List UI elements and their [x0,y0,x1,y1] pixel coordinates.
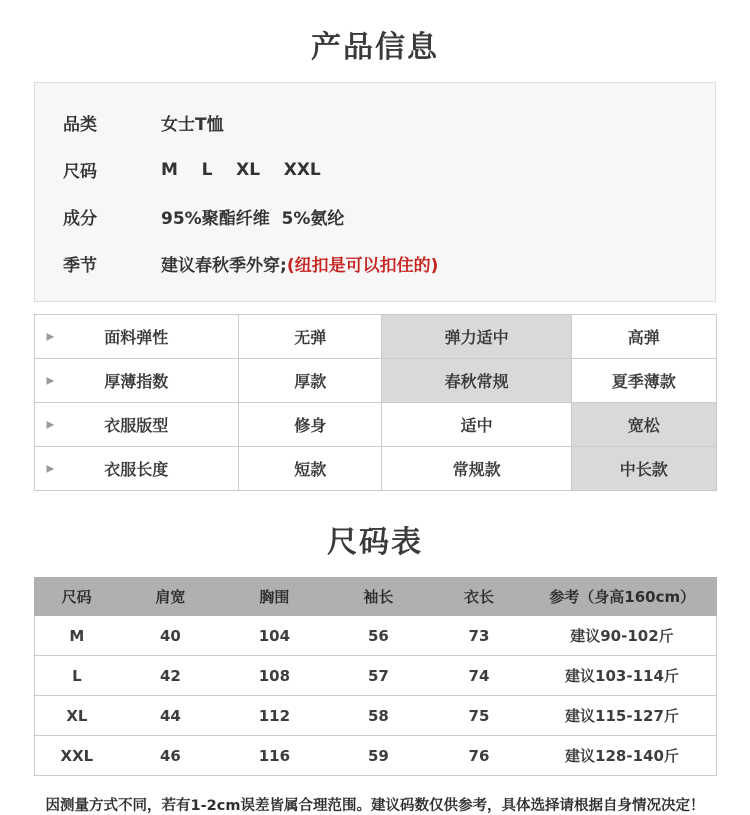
size-cell: 40 [119,616,221,656]
size-cell: 59 [327,736,429,776]
category-label: 品类 [63,115,97,135]
attr-option-selected: 中长款 [571,447,716,491]
product-info-box [34,82,716,302]
attr-row-thickness [34,359,716,403]
attr-option: 无弹 [239,315,382,359]
size-cell: XL [34,696,119,736]
season-value-note: (纽扣是可以扣住的) [286,256,439,276]
attr-name-thickness: ▶ 厚薄指数 [34,359,239,403]
size-cell: 74 [430,656,529,696]
info-row-season [63,240,715,287]
attr-row-length [34,447,716,491]
size-header-reference: 参考（身高160cm） [528,578,716,616]
attr-option: 厚款 [239,359,382,403]
size-table [34,577,717,776]
attr-option-selected: 宽松 [571,403,716,447]
size-cell: 73 [430,616,529,656]
attr-name-elasticity: ▶ 面料弹性 [34,315,239,359]
attr-name-length: ▶ 衣服长度 [34,447,239,491]
size-header-shoulder: 肩宽 [119,578,221,616]
measurement-disclaimer: 因测量方式不同，若有1-2cm误差皆属合理范围。建议码数仅供参考，具体选择请根据自身情况决定！ [45,798,705,814]
page-title: 产品信息 [311,30,439,65]
size-cell: 46 [119,736,221,776]
season-value-main: 建议春秋季外穿; [161,256,287,276]
size-row-xxl [34,736,716,776]
size-header-sleeve: 袖长 [327,578,429,616]
size-cell: 42 [119,656,221,696]
size-row-xl [34,696,716,736]
attr-option: 夏季薄款 [571,359,716,403]
size-cell: 108 [222,656,328,696]
size-cell: 104 [222,616,328,656]
composition-value: 95%聚酯纤维 5%氨纶 [161,209,345,229]
size-cell: 56 [327,616,429,656]
row-arrow-icon: ▶ [46,463,55,474]
size-cell: 建议115-127斤 [528,696,716,736]
size-table-header-row [34,578,716,616]
row-arrow-icon: ▶ [46,331,55,342]
size-header-bust: 胸围 [222,578,328,616]
attr-option: 修身 [239,403,382,447]
size-cell: 建议128-140斤 [528,736,716,776]
attr-row-fit [34,403,716,447]
size-cell: 76 [430,736,529,776]
attr-name-fit: ▶ 衣服版型 [34,403,239,447]
attr-option-selected: 弹力适中 [382,315,572,359]
season-label: 季节 [63,256,97,276]
size-cell: 116 [222,736,328,776]
size-cell: 57 [327,656,429,696]
sizes-value: M L XL XXL [161,159,321,180]
size-cell: 44 [119,696,221,736]
size-cell: L [34,656,119,696]
size-row-l [34,656,716,696]
size-cell: 75 [430,696,529,736]
info-row-sizes [63,146,715,193]
attr-option: 适中 [382,403,572,447]
attributes-table [34,314,717,491]
size-header-length: 衣长 [430,578,529,616]
sizes-label: 尺码 [63,162,97,182]
attr-option: 常规款 [382,447,572,491]
size-cell: XXL [34,736,119,776]
info-row-category [63,99,715,146]
row-arrow-icon: ▶ [46,375,55,386]
info-row-composition [63,193,715,240]
attr-row-elasticity [34,315,716,359]
size-cell: 112 [222,696,328,736]
attr-option-selected: 春秋常规 [382,359,572,403]
composition-label: 成分 [63,209,97,229]
size-chart-title: 尺码表 [327,525,423,560]
size-header-size: 尺码 [34,578,119,616]
size-cell: 建议90-102斤 [528,616,716,656]
row-arrow-icon: ▶ [46,419,55,430]
size-cell: M [34,616,119,656]
size-cell: 建议103-114斤 [528,656,716,696]
attr-option: 短款 [239,447,382,491]
size-row-m [34,616,716,656]
size-cell: 58 [327,696,429,736]
category-value: 女士T恤 [161,115,224,135]
attr-option: 高弹 [571,315,716,359]
season-value [161,251,438,276]
